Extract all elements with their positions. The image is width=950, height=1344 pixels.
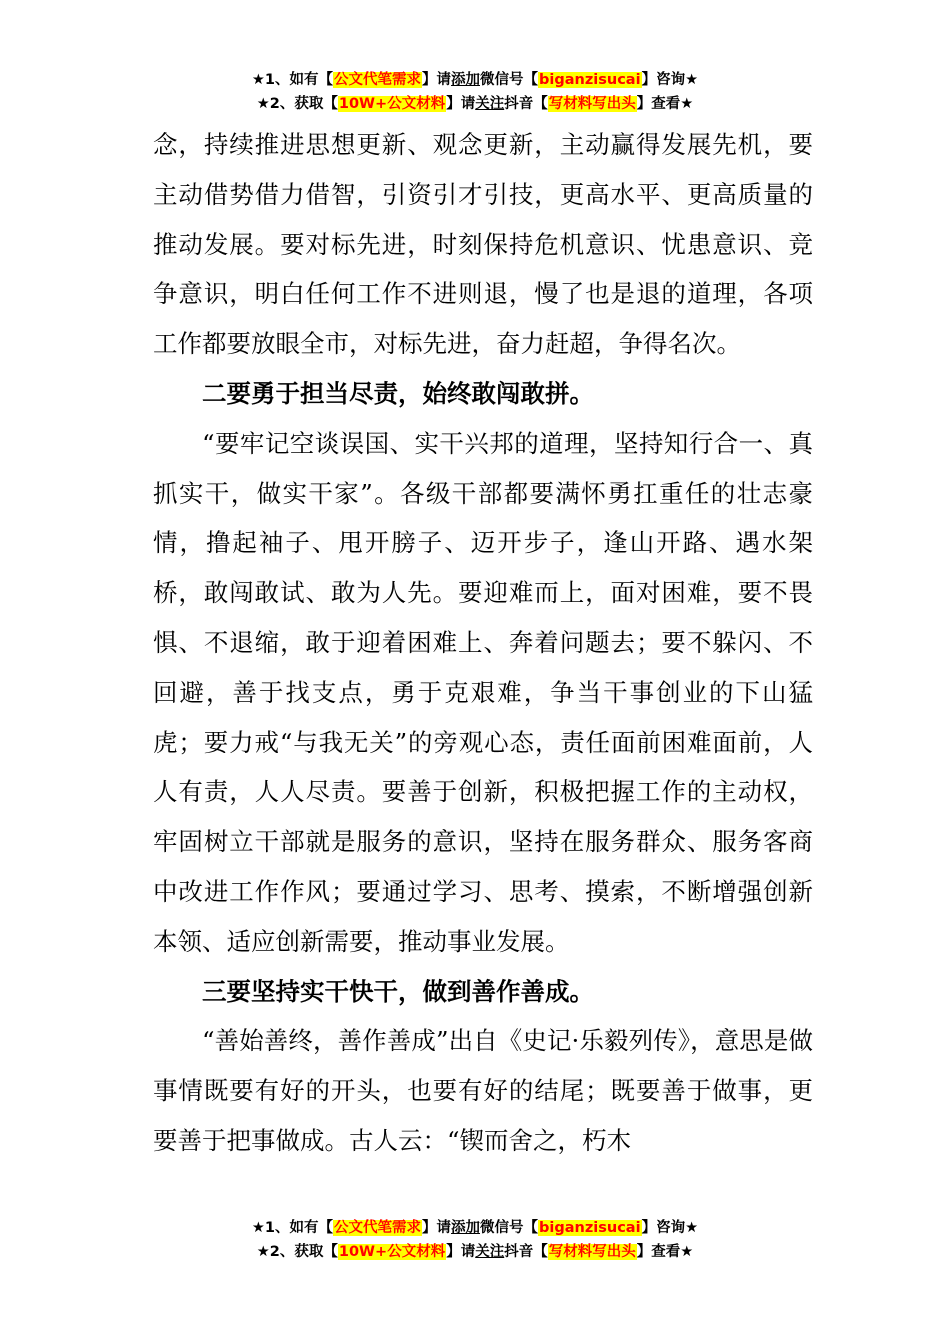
underlined-add: 添加 xyxy=(451,1220,481,1236)
banner-text: 抖音【 xyxy=(504,1244,548,1260)
banner-text: ★1、如有【 xyxy=(251,1220,334,1236)
highlight-wechat-id: biganzisucai xyxy=(539,1220,641,1236)
header-banner xyxy=(0,68,950,116)
highlight-douyin-account: 写材料写出头 xyxy=(548,1244,636,1260)
paragraph-1: 念，持续推进思想更新、观念更新，主动赢得发展先机，要主动借势借力借智，引资引才引技，更高水平、更高质量的推动发展。要对标先进，时刻保持危机意识、忧患意识、竞争意识，明白任何工作不进则退，慢了也是退的道理，各项工作都要放眼全市，对标先进，奋力赶超，争得名次。 xyxy=(153,130,813,359)
banner-text: 】请 xyxy=(422,72,452,88)
banner-text: ★2、获取【 xyxy=(256,96,338,112)
highlight-materials: 10W+公文材料 xyxy=(338,96,446,112)
footer-banner xyxy=(0,1216,950,1264)
banner-line-1 xyxy=(0,68,950,92)
banner-line-2 xyxy=(0,1240,950,1264)
banner-text: 】请 xyxy=(422,1220,452,1236)
document-body xyxy=(153,120,813,1166)
banner-text: 微信号【 xyxy=(480,72,539,88)
banner-text: 】查看★ xyxy=(636,1244,694,1260)
banner-text: ★1、如有【 xyxy=(251,72,334,88)
section-heading-2: 二要勇于担当尽责，始终敢闯敢拼。 xyxy=(202,378,594,408)
paragraph-3: “善始善终，善作善成”出自《史记·乐毅列传》，意思是做事情既要有好的开头，也要有好的结尾；既要善于做事，更要善于把事做成。古人云：“锲而舍之，朽木 xyxy=(153,1026,813,1155)
banner-text: 】咨询★ xyxy=(641,72,699,88)
banner-text: 微信号【 xyxy=(480,1220,539,1236)
banner-text: 】查看★ xyxy=(636,96,694,112)
banner-text: ★2、获取【 xyxy=(256,1244,338,1260)
section-heading-3: 三要坚持实干快干，做到善作善成。 xyxy=(202,976,594,1006)
highlight-materials: 10W+公文材料 xyxy=(338,1244,446,1260)
underlined-follow: 关注 xyxy=(475,1244,505,1260)
highlight-wechat-id: biganzisucai xyxy=(539,72,641,88)
banner-text: 】请 xyxy=(446,1244,476,1260)
highlight-ghostwriting: 公文代笔需求 xyxy=(334,72,422,88)
banner-line-1 xyxy=(0,1216,950,1240)
banner-text: 抖音【 xyxy=(504,96,548,112)
banner-line-2 xyxy=(0,92,950,116)
paragraph-2: “要牢记空谈误国、实干兴邦的道理，坚持知行合一、真抓实干，做实干家”。各级干部都要满怀勇扛重任的壮志豪情，撸起袖子、甩开膀子、迈开步子，逢山开路、遇水架桥，敢闯敢试、敢为人先。要迎难而上，面对困难，要不畏惧、不退缩，敢于迎着困难上、奔着问题去；要不躲闪、不回避，善于找支点，勇于克艰难，争当干事创业的下山猛虎；要力戒“与我无关”的旁观心态，责任面前困难面前，人人有责，人人尽责。要善于创新，积极把握工作的主动权，牢固树立干部就是服务的意识，坚持在服务群众、服务客商中改进工作作风；要通过学习、思考、摸索，不断增强创新本领、适应创新需要，推动事业发展。 xyxy=(153,428,813,956)
underlined-follow: 关注 xyxy=(475,96,505,112)
banner-text: 】请 xyxy=(446,96,476,112)
underlined-add: 添加 xyxy=(451,72,481,88)
banner-text: 】咨询★ xyxy=(641,1220,699,1236)
highlight-douyin-account: 写材料写出头 xyxy=(548,96,636,112)
highlight-ghostwriting: 公文代笔需求 xyxy=(334,1220,422,1236)
